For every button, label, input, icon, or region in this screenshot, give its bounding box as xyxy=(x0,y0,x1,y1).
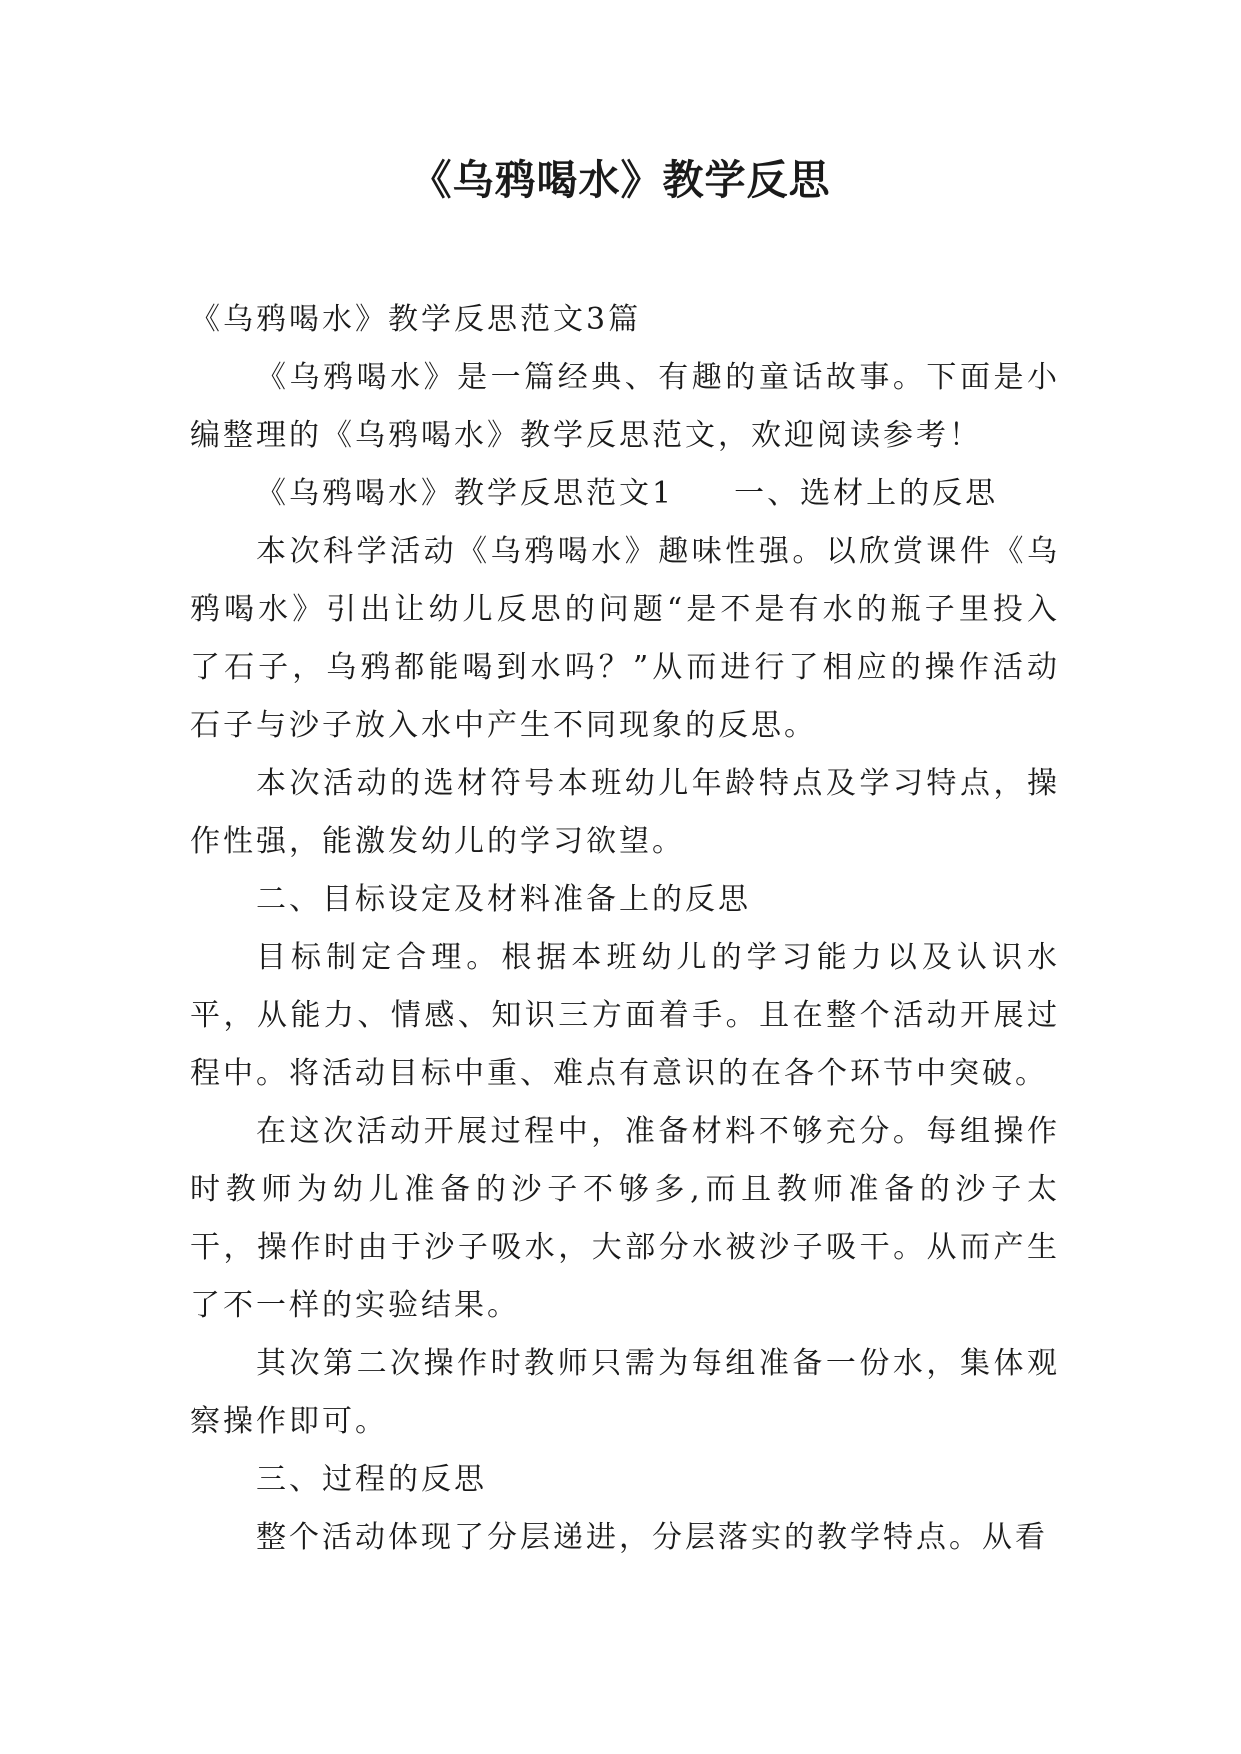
intro-paragraph: 《乌鸦喝水》是一篇经典、有趣的童话故事。下面是小编整理的《乌鸦喝水》教学反思范文，欢迎阅读参考！ xyxy=(190,360,1060,453)
document-body xyxy=(190,291,1060,1567)
paragraph-6: 整个活动体现了分层递进，分层落实的教学特点。从看 xyxy=(256,1520,1048,1555)
section-1-heading-line xyxy=(190,465,1060,523)
section-1-subheading: 一、选材上的反思 xyxy=(734,476,999,511)
paragraph-3: 目标制定合理。根据本班幼儿的学习能力以及认识水平，从能力、情感、知识三方面着手。且在整个活动开展过程中。将活动目标中重、难点有意识的在各个环节中突破。 xyxy=(190,940,1060,1091)
section-3-heading: 三、过程的反思 xyxy=(256,1462,487,1497)
paragraph-4: 在这次活动开展过程中，准备材料不够充分。每组操作时教师为幼儿准备的沙子不够多,而且教师准备的沙子太干，操作时由于沙子吸水，大部分水被沙子吸干。从而产生了不一样的实验结果。 xyxy=(190,1114,1060,1323)
document-subtitle: 《乌鸦喝水》教学反思范文3篇 xyxy=(190,302,642,337)
document-title: 《乌鸦喝水》教学反思 xyxy=(410,156,831,204)
paragraph-2: 本次活动的选材符号本班幼儿年龄特点及学习特点，操作性强，能激发幼儿的学习欲望。 xyxy=(190,766,1060,859)
section-2-heading: 二、目标设定及材料准备上的反思 xyxy=(256,882,751,917)
section-1-heading: 《乌鸦喝水》教学反思范文1 xyxy=(256,476,675,511)
paragraph-5: 其次第二次操作时教师只需为每组准备一份水，集体观察操作即可。 xyxy=(190,1346,1060,1439)
paragraph-1: 本次科学活动《乌鸦喝水》趣味性强。以欣赏课件《乌鸦喝水》引出让幼儿反思的问题“是不是有水的瓶子里投入了石子，乌鸦都能喝到水吗？”从而进行了相应的操作活动石子与沙子放入水中产生不同现象的反思。 xyxy=(190,534,1060,743)
